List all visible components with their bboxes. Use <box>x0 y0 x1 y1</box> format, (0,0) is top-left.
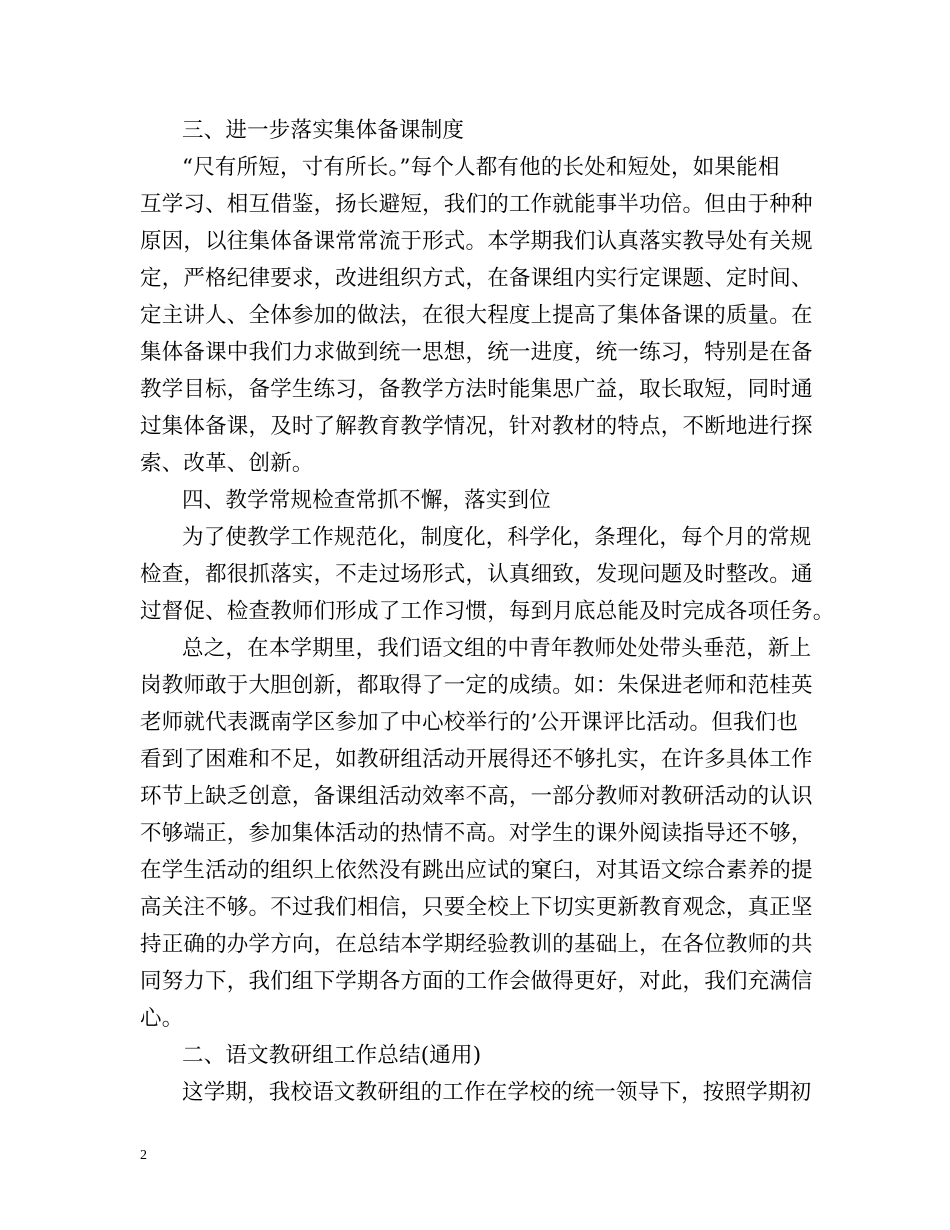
text-line: 不够端正，参加集体活动的热情不高。对学生的课外阅读指导还不够， <box>140 821 813 846</box>
text-line: 四、教学常规检查常抓不懈，落实到位 <box>182 488 551 513</box>
text-line: 过集体备课，及时了解教育教学情况，针对教材的特点，不断地进行探 <box>140 414 813 439</box>
text-line: 检查，都很抓落实，不走过场形式，认真细致，发现问题及时整改。通 <box>140 562 813 587</box>
text-line: 环节上缺乏创意，备课组活动效率不高，一部分教师对教研活动的认识 <box>140 784 813 809</box>
text-line: 为了使教学工作规范化，制度化，科学化，条理化，每个月的常规 <box>182 525 812 550</box>
text-line: 原因，以往集体备课常常流于形式。本学期我们认真落实教导处有关规 <box>140 229 813 254</box>
page-number: 2 <box>140 1148 147 1163</box>
text-line: 三、进一步落实集体备课制度 <box>182 118 465 143</box>
text-line: 定主讲人、全体参加的做法，在很大程度上提高了集体备课的质量。在 <box>140 303 813 328</box>
text-line: 总之，在本学期里，我们语文组的中青年教师处处带头垂范，新上 <box>182 636 812 661</box>
text-line: 高关注不够。不过我们相信，只要全校上下切实更新教育观念，真正坚 <box>140 895 813 920</box>
text-line: 老师就代表溉南学区参加了中心校举行的’公开课评比活动。但我们也 <box>140 710 799 735</box>
text-line: 这学期，我校语文教研组的工作在学校的统一领导下，按照学期初 <box>182 1080 812 1105</box>
text-line: 看到了困难和不足，如教研组活动开展得还不够扎实，在许多具体工作 <box>140 747 813 772</box>
text-line: 集体备课中我们力求做到统一思想，统一进度，统一练习，特别是在备 <box>140 340 813 365</box>
text-line: “尺有所短，寸有所长。”每个人都有他的长处和短处，如果能相 <box>182 155 780 180</box>
text-line: 心。 <box>140 1006 184 1031</box>
text-line: 岗教师敢于大胆创新，都取得了一定的成绩。如：朱保进老师和范桂英 <box>140 673 813 698</box>
text-line: 定，严格纪律要求，改进组织方式，在备课组内实行定课题、定时间、 <box>140 266 813 291</box>
text-line: 二、语文教研组工作总结(通用) <box>182 1043 482 1068</box>
text-line: 在学生活动的组织上依然没有跳出应试的窠臼，对其语文综合素养的提 <box>140 858 813 883</box>
text-line: 持正确的办学方向，在总结本学期经验教训的基础上，在各位教师的共 <box>140 932 813 957</box>
text-line: 索、改革、创新。 <box>140 451 314 476</box>
text-line: 同努力下，我们组下学期各方面的工作会做得更好，对此，我们充满信 <box>140 969 813 994</box>
text-line: 互学习、相互借鉴，扬长避短，我们的工作就能事半功倍。但由于种种 <box>140 192 813 217</box>
text-line: 过督促、检查教师们形成了工作习惯，每到月底总能及时完成各项任务。 <box>140 599 835 624</box>
text-line: 教学目标，备学生练习，备教学方法时能集思广益，取长取短，同时通 <box>140 377 813 402</box>
document-body <box>140 112 835 1111</box>
